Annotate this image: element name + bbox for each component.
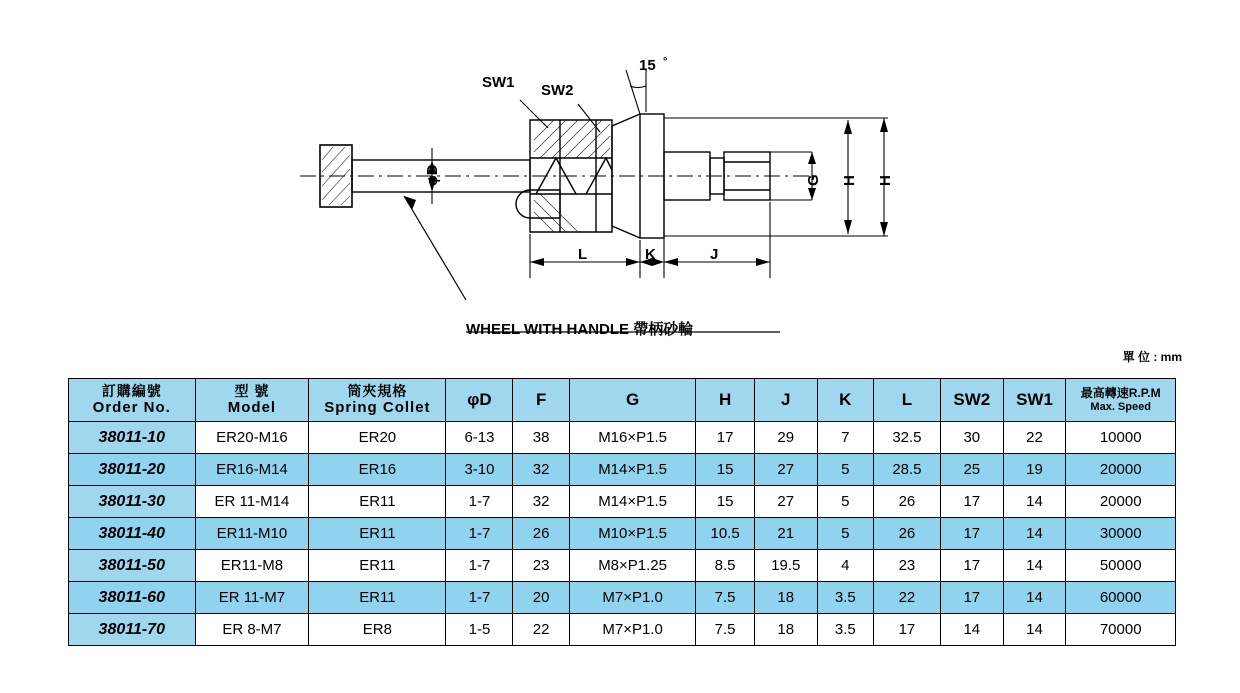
header-order-no-en: Order No. <box>92 399 171 417</box>
table-row <box>69 486 1176 518</box>
table-cell: 20000 <box>1066 454 1176 486</box>
table-cell: ER11-M8 <box>195 550 309 582</box>
table-row <box>69 550 1176 582</box>
table-cell: 7.5 <box>696 582 754 614</box>
table-cell: 30 <box>940 422 1003 454</box>
table-cell: 10000 <box>1066 422 1176 454</box>
header-order-no <box>69 379 196 422</box>
table-cell: 21 <box>754 518 817 550</box>
header-max-speed-en: Max. Speed <box>1090 400 1151 413</box>
spec-table <box>68 378 1176 646</box>
table-cell: 26 <box>513 518 569 550</box>
table-cell: 1-5 <box>446 614 513 646</box>
table-cell: 14 <box>1003 582 1066 614</box>
cell-order-no: 38011-50 <box>69 550 196 582</box>
table-cell: 7 <box>817 422 873 454</box>
table-cell: 1-7 <box>446 550 513 582</box>
table-cell: 5 <box>817 486 873 518</box>
header-row <box>69 379 1176 422</box>
header-spring-collet-cn: 筒夾規格 <box>347 383 408 400</box>
table-cell: 17 <box>940 550 1003 582</box>
table-cell: 25 <box>940 454 1003 486</box>
cell-order-no: 38011-70 <box>69 614 196 646</box>
table-cell: 1-7 <box>446 582 513 614</box>
table-cell: 18 <box>754 582 817 614</box>
table-cell: 6-13 <box>446 422 513 454</box>
table-cell: 38 <box>513 422 569 454</box>
table-cell: 1-7 <box>446 486 513 518</box>
cell-order-no: 38011-60 <box>69 582 196 614</box>
table-cell: 29 <box>754 422 817 454</box>
dim-j <box>664 202 770 278</box>
angle-arc <box>630 86 646 88</box>
table-cell: 3-10 <box>446 454 513 486</box>
header-model-en: Model <box>227 399 277 417</box>
label-h-outer: H <box>877 175 894 186</box>
table-cell: ER8 <box>309 614 446 646</box>
header-f: F <box>513 379 569 422</box>
table-cell: 17 <box>940 518 1003 550</box>
header-max-speed-cn: 最高轉速R.P.M <box>1080 385 1161 400</box>
table-cell: 17 <box>940 582 1003 614</box>
table-cell: 14 <box>1003 550 1066 582</box>
table-cell: ER20 <box>309 422 446 454</box>
label-sw2: SW2 <box>541 82 574 99</box>
table-cell: M14×P1.5 <box>569 486 696 518</box>
table-cell: 15 <box>696 454 754 486</box>
cell-order-no: 38011-20 <box>69 454 196 486</box>
caption-leader <box>404 196 780 332</box>
header-model <box>195 379 309 422</box>
table-cell: 28.5 <box>873 454 940 486</box>
header-order-no-cn: 訂購編號 <box>101 383 162 400</box>
table-row <box>69 454 1176 486</box>
table-cell: 3.5 <box>817 614 873 646</box>
table-row <box>69 614 1176 646</box>
table-cell: 26 <box>873 518 940 550</box>
table-cell: 17 <box>873 614 940 646</box>
table-cell: 17 <box>940 486 1003 518</box>
table-cell: 26 <box>873 486 940 518</box>
dim-k <box>640 204 675 278</box>
drawing-caption: WHEEL WITH HANDLE 帶柄砂輪 <box>466 321 694 338</box>
table-cell: M14×P1.5 <box>569 454 696 486</box>
table-cell: 22 <box>1003 422 1066 454</box>
table-cell: ER11 <box>309 518 446 550</box>
table-cell: 19.5 <box>754 550 817 582</box>
label-g: G <box>805 174 822 186</box>
table-cell: M10×P1.5 <box>569 518 696 550</box>
table-row <box>69 518 1176 550</box>
table-cell: 27 <box>754 454 817 486</box>
table-cell: M8×P1.25 <box>569 550 696 582</box>
table-cell: 23 <box>873 550 940 582</box>
table-cell: 20 <box>513 582 569 614</box>
table-cell: 18 <box>754 614 817 646</box>
table-cell: 14 <box>940 614 1003 646</box>
spec-table-head <box>69 379 1176 422</box>
table-cell: 23 <box>513 550 569 582</box>
table-row <box>69 422 1176 454</box>
header-h: H <box>696 379 754 422</box>
table-cell: 22 <box>873 582 940 614</box>
label-sw1: SW1 <box>482 74 515 91</box>
table-cell: ER 8-M7 <box>195 614 309 646</box>
cell-order-no: 38011-10 <box>69 422 196 454</box>
header-k: K <box>817 379 873 422</box>
table-row <box>69 582 1176 614</box>
table-cell: ER20-M16 <box>195 422 309 454</box>
angle-leader <box>626 70 640 114</box>
table-cell: ER 11-M7 <box>195 582 309 614</box>
table-cell: ER16-M14 <box>195 454 309 486</box>
header-model-cn: 型 號 <box>234 383 270 400</box>
table-cell: 32 <box>513 454 569 486</box>
table-cell: ER11 <box>309 486 446 518</box>
label-j: J <box>710 246 719 263</box>
table-cell: M16×P1.5 <box>569 422 696 454</box>
table-cell: ER16 <box>309 454 446 486</box>
spec-table-body <box>69 422 1176 646</box>
table-cell: 4 <box>817 550 873 582</box>
cell-order-no: 38011-30 <box>69 486 196 518</box>
table-cell: 1-7 <box>446 518 513 550</box>
table-cell: 5 <box>817 454 873 486</box>
table-cell: 27 <box>754 486 817 518</box>
header-max-speed <box>1066 379 1176 422</box>
table-cell: 15 <box>696 486 754 518</box>
label-l: L <box>578 246 588 263</box>
unit-note: 單 位 : mm <box>1122 350 1182 364</box>
table-cell: ER11 <box>309 550 446 582</box>
table-cell: 60000 <box>1066 582 1176 614</box>
nut-hatch-lower <box>534 194 578 232</box>
header-phi-d: φD <box>446 379 513 422</box>
header-g: G <box>569 379 696 422</box>
table-cell: 32 <box>513 486 569 518</box>
table-cell: 17 <box>696 422 754 454</box>
table-cell: 14 <box>1003 486 1066 518</box>
header-spring-collet-en: Spring Collet <box>324 399 431 417</box>
table-cell: 22 <box>513 614 569 646</box>
table-cell: M7×P1.0 <box>569 582 696 614</box>
label-h-inner: H <box>841 175 858 186</box>
table-cell: 3.5 <box>817 582 873 614</box>
header-sw2: SW2 <box>940 379 1003 422</box>
table-cell: 10.5 <box>696 518 754 550</box>
table-cell: ER 11-M14 <box>195 486 309 518</box>
spec-table-wrapper <box>68 378 1176 646</box>
label-angle: 15 <box>639 57 656 74</box>
label-phi-d: φD <box>424 164 441 186</box>
header-sw1: SW1 <box>1003 379 1066 422</box>
table-cell: 20000 <box>1066 486 1176 518</box>
table-cell: 14 <box>1003 614 1066 646</box>
header-spring-collet <box>309 379 446 422</box>
table-cell: M7×P1.0 <box>569 614 696 646</box>
table-cell: 8.5 <box>696 550 754 582</box>
table-cell: 7.5 <box>696 614 754 646</box>
table-cell: 70000 <box>1066 614 1176 646</box>
table-cell: ER11 <box>309 582 446 614</box>
header-j: J <box>754 379 817 422</box>
table-cell: 32.5 <box>873 422 940 454</box>
table-cell: 19 <box>1003 454 1066 486</box>
table-cell: 5 <box>817 518 873 550</box>
table-cell: 30000 <box>1066 518 1176 550</box>
cell-order-no: 38011-40 <box>69 518 196 550</box>
header-l: L <box>873 379 940 422</box>
label-k: K <box>645 246 656 263</box>
label-angle-unit: ° <box>663 56 668 68</box>
table-cell: ER11-M10 <box>195 518 309 550</box>
table-cell: 14 <box>1003 518 1066 550</box>
table-cell: 50000 <box>1066 550 1176 582</box>
